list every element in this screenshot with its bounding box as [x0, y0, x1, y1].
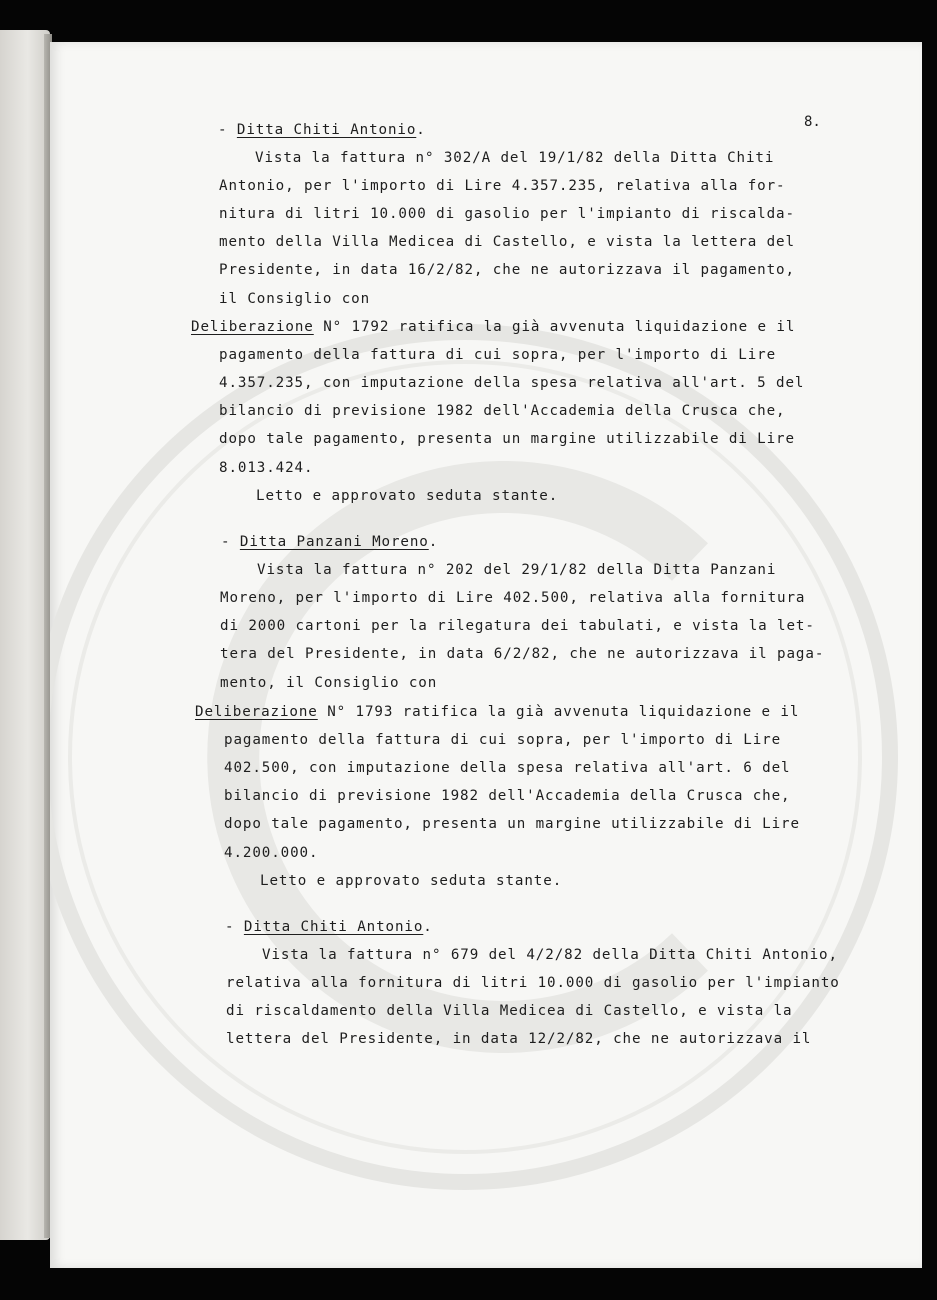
text-line: pagamento della fattura di cui sopra, per l'importo di Lire: [224, 732, 782, 748]
text-line: 402.500, con imputazione della spesa relativa all'art. 6 del: [224, 760, 791, 776]
text-line: 4.357.235, con imputazione della spesa relativa all'art. 5 del: [219, 375, 805, 391]
heading-period: .: [423, 919, 433, 935]
text-line: 4.200.000.: [224, 845, 319, 861]
heading-dash: -: [218, 122, 237, 138]
deliberation-label: Deliberazione: [191, 319, 314, 335]
text-line: bilancio di previsione 1982 dell'Accademia della Crusca che,: [224, 788, 791, 804]
text-line: pagamento della fattura di cui sopra, per l'importo di Lire: [219, 347, 777, 363]
text-line: nitura di litri 10.000 di gasolio per l'impianto di riscalda-: [219, 206, 795, 222]
entry-heading: [221, 533, 438, 551]
entry-heading: [218, 121, 426, 139]
deliberation-text: N° 1792 ratifica la già avvenuta liquidazione e il: [313, 319, 796, 335]
text-line: dopo tale pagamento, presenta un margine utilizzabile di Lire: [224, 816, 800, 832]
text-line: di 2000 cartoni per la rilegatura dei tabulati, e vista la let-: [220, 618, 815, 634]
text-line: Vista la fattura n° 202 del 29/1/82 della Ditta Panzani: [257, 562, 777, 578]
text-line: Vista la fattura n° 679 del 4/2/82 della Ditta Chiti Antonio,: [262, 947, 838, 963]
text-line: tera del Presidente, in data 6/2/82, che ne autorizzava il paga-: [220, 646, 825, 662]
text-line: Moreno, per l'importo di Lire 402.500, relativa alla fornitura: [220, 590, 806, 606]
text-line: di riscaldamento della Villa Medicea di Castello, e vista la: [226, 1003, 793, 1019]
heading-dash: -: [221, 534, 240, 550]
heading-period: .: [428, 534, 439, 550]
text-line: Vista la fattura n° 302/A del 19/1/82 della Ditta Chiti: [255, 150, 775, 166]
text-line: Presidente, in data 16/2/82, che ne autorizzava il pagamento,: [219, 262, 795, 278]
heading-period: .: [416, 122, 426, 138]
text-line: il Consiglio con: [219, 291, 371, 307]
entry-heading: [225, 918, 433, 936]
facing-page-edge: [0, 30, 50, 1240]
closing-line: Letto e approvato seduta stante.: [260, 873, 563, 889]
text-line: Antonio, per l'importo di Lire 4.357.235, relativa alla for-: [219, 178, 786, 194]
heading-company: Ditta Chiti Antonio: [236, 122, 417, 138]
heading-company: Ditta Panzani Moreno: [239, 534, 429, 550]
text-line: relativa alla fornitura di litri 10.000 di gasolio per l'impianto: [226, 975, 840, 991]
text-line: 8.013.424.: [219, 460, 314, 476]
deliberation-text: N° 1793 ratifica la già avvenuta liquidazione e il: [317, 704, 800, 720]
text-line: mento, il Consiglio con: [220, 675, 438, 691]
page-number: 8.: [804, 114, 821, 130]
text-line: lettera del Presidente, in data 12/2/82, che ne autorizzava il: [226, 1031, 812, 1047]
text-line: dopo tale pagamento, presenta un margine utilizzabile di Lire: [219, 431, 795, 447]
closing-line: Letto e approvato seduta stante.: [256, 488, 559, 504]
deliberation-label: Deliberazione: [195, 704, 318, 720]
text-line: mento della Villa Medicea di Castello, e vista la lettera del: [219, 234, 795, 250]
deliberation-line: [195, 703, 799, 721]
heading-company: Ditta Chiti Antonio: [243, 919, 424, 935]
deliberation-line: [191, 318, 795, 336]
text-line: bilancio di previsione 1982 dell'Accademia della Crusca che,: [219, 403, 786, 419]
typed-page: [50, 42, 922, 1268]
heading-dash: -: [225, 919, 244, 935]
